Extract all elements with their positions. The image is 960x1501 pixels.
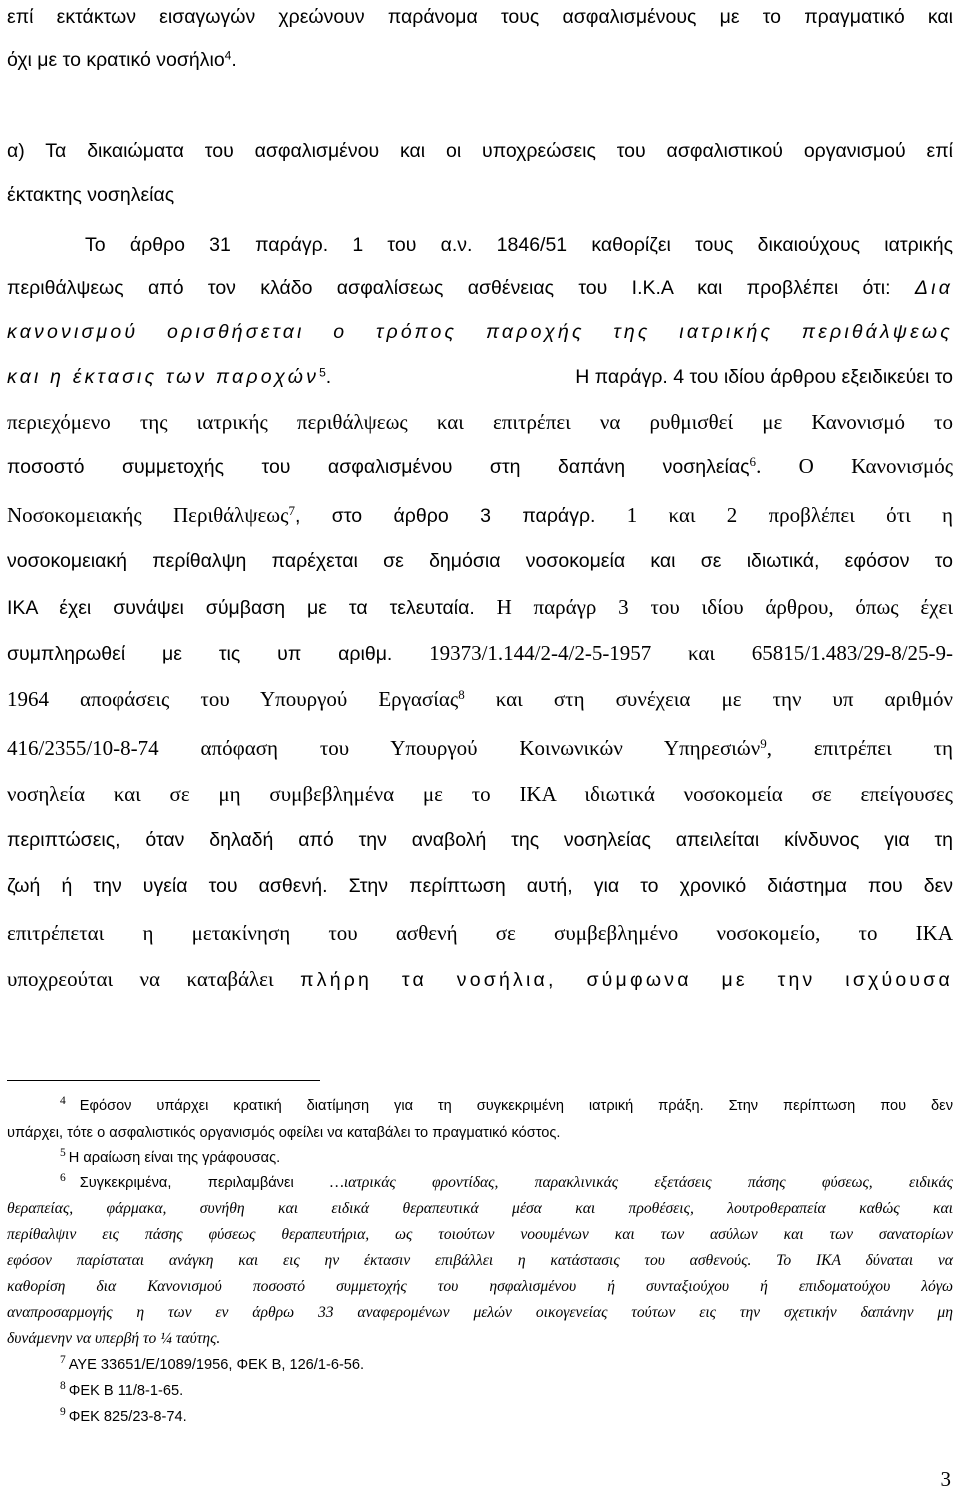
body-line-15: 1964 αποφάσεις του Υπουργού Εργασίας$^8$ και στη συνέχεια με την υπ αριθμόν <box>7 686 953 711</box>
body-line-21: υποχρεούται να καταβάλει πλήρη τα νοσήλια, σύμφωνα με την ισχύουσα <box>7 967 953 991</box>
body-line-6: περιθάλψεως από τον κλάδο ασφαλίσεως ασθένειας του Ι.Κ.Α και προβλέπει ότι: Δια <box>7 277 954 299</box>
footnote-ref-5[interactable]: 5 <box>319 365 326 380</box>
footnote-6-line-7: δυνάμενην να υπερβή το ¼ ταύτης. <box>7 1330 221 1347</box>
body-line-13: ΙΚΑ έχει συνάψει σύμβαση με τα τελευταία. Η παράγρ 3 του ιδίου άρθρου, όπως έχει <box>7 595 954 619</box>
footnote-ref-9[interactable]: 9 <box>760 735 767 751</box>
footnote-ref-4[interactable]: 4 <box>224 48 232 63</box>
body-line-17: νοσηλεία και σε μη συμβεβλημένα με το ΙΚΑ ιδιωτικά νοσοκομεία σε επείγουσες <box>7 782 953 806</box>
body-line-12: νοσοκομειακή περίθαλψη παρέχεται σε δημόσια νοσοκομεία και σε ιδιωτικά, εφόσον το <box>7 550 953 572</box>
body-line-19: ζωή ή την υγεία του ασθενή. Στην περίπτωση αυτή, για το χρονικό διάστημα που δεν <box>7 875 954 897</box>
footnote-9: $^9$ ΦΕΚ 825/23-8-74. <box>60 1406 187 1425</box>
section-heading-line-2: έκτακτης νοσηλείας <box>7 184 175 206</box>
footnote-number-5: 5 <box>60 1147 66 1159</box>
body-line-1: επί εκτάκτων εισαγωγών χρεώνουν παράνομα τους ασφαλισμένους με το πραγματικό και <box>7 6 953 28</box>
footnote-8: $^8$ ΦΕΚ Β 11/8-1-65. <box>60 1380 184 1399</box>
footnote-ref-7[interactable]: 7 <box>288 502 295 518</box>
footnote-number-4: 4 <box>60 1095 66 1107</box>
footnote-4-line-2: υπάρχει, τότε ο ασφαλιστικός οργανισμός οφείλει να καταβάλει το πραγματικό κόστος. <box>7 1125 561 1141</box>
body-line-20: επιτρέπεται η μετακίνηση του ασθενή σε συμβεβλημένο νοσοκομείο, το ΙΚΑ <box>7 921 953 945</box>
footnote-number-6: 6 <box>60 1172 66 1184</box>
body-line-18: περιπτώσεις, όταν δηλαδή από την αναβολή της νοσηλείας απειλείται κίνδυνος για τη <box>7 829 953 851</box>
body-line-14: συμπληρωθεί με τις υπ αριθμ. 19373/1.144/2-4/2-5-1957 και 65815/1.483/29-8/25-9- <box>7 641 954 665</box>
footnote-6-line-1: $^6$ Συγκεκριμένα, περιλαμβάνει …ιατρικάς φροντίδας, παρακλινικάς εξετάσεις πάσης φύσεως, ειδικάς <box>60 1172 953 1191</box>
footnote-separator <box>7 1080 320 1081</box>
footnote-ref-6[interactable]: 6 <box>749 453 757 469</box>
footnote-6-line-6: αναπροσαρμογής η των εν άρθρω 33 αναφερομένων μελών οικογενείας τούτων εις την σχετικήν δαπάνην μη <box>7 1304 953 1321</box>
body-line-16: 416/2355/10-8-74 απόφαση του Υπουργού Κοινωνικών Υπηρεσιών$^9$, επιτρέπει τη <box>7 735 953 760</box>
body-line-9: περιεχόμενο της ιατρικής περιθάλψεως και επιτρέπει να ρυθμισθεί με Κανονισμό το <box>7 410 953 434</box>
page-number: 3 <box>940 1467 951 1491</box>
body-line-7: κανονισμού ορισθήσεται ο τρόπος παροχής της ιατρικής περιθάλψεως <box>7 321 953 343</box>
body-line-10: ποσοστό συμμετοχής του ασφαλισμένου στη δαπάνη νοσηλείας$^6$. Ο Κανονισμός <box>7 453 954 478</box>
body-line-2: όχι με το κρατικό νοσήλιο$^4$. <box>7 48 237 71</box>
footnote-6-line-4: εφόσον παρίσταται ανάγκη και εις ην έκτασιν επιβάλλει η κατάστασις του ασθενούς. Το ΙΚΑ δύναται να <box>7 1252 953 1269</box>
footnote-4-line-1: $^4$ Εφόσον υπάρχει κρατική διατίμηση για τη συγκεκριμένη ιατρική πράξη. Στην περίπτωση που δεν <box>60 1095 953 1114</box>
footnote-ref-8[interactable]: 8 <box>458 686 465 702</box>
footnote-number-9: 9 <box>60 1406 66 1418</box>
body-line-11: Νοσοκομειακής Περιθάλψεως$^7$, στο άρθρο 3 παράγρ. 1 και 2 προβλέπει ότι η <box>7 502 953 527</box>
footnote-number-7: 7 <box>60 1354 66 1366</box>
footnote-6-line-2: θεραπείας, φάρμακα, συνήθη και ειδικά θεραπευτικά μέσα και προθέσεις, λουτροθεραπεία καθώς και <box>7 1200 953 1217</box>
footnote-5: $^5$ Η αραίωση είναι της γράφουσας. <box>60 1147 281 1166</box>
section-heading-line-1: α) Τα δικαιώματα του ασφαλισμένου και οι υποχρεώσεις του ασφαλιστικού οργανισμού επί <box>7 140 953 162</box>
body-line-5: Το άρθρο 31 παράγρ. 1 του α.ν. 1846/51 καθορίζει τους δικαιούχους ιατρικής <box>85 234 953 256</box>
footnote-number-8: 8 <box>60 1380 66 1392</box>
footnote-7: $^7$ ΑΥΕ 33651/Ε/1089/1956, ΦΕΚ Β, 126/1-6-56. <box>60 1354 365 1373</box>
body-line-8: και η έκτασις των παροχών$^5$. Η παράγρ. 4 του ιδίου άρθρου εξειδικεύει το <box>7 365 953 388</box>
footnote-6-line-3: περίθαλψιν εις πάσης φύσεως θεραπευτήρια, ως τοιούτων νοουμένων και των ασύλων και των σανατορίων <box>7 1226 953 1243</box>
footnote-6-line-5: καθορίση δια Κανονισμού ποσοστό συμμετοχής του ησφαλισμένου ή συνταξιούχου ή επιδοματούχου λόγω <box>7 1278 953 1295</box>
